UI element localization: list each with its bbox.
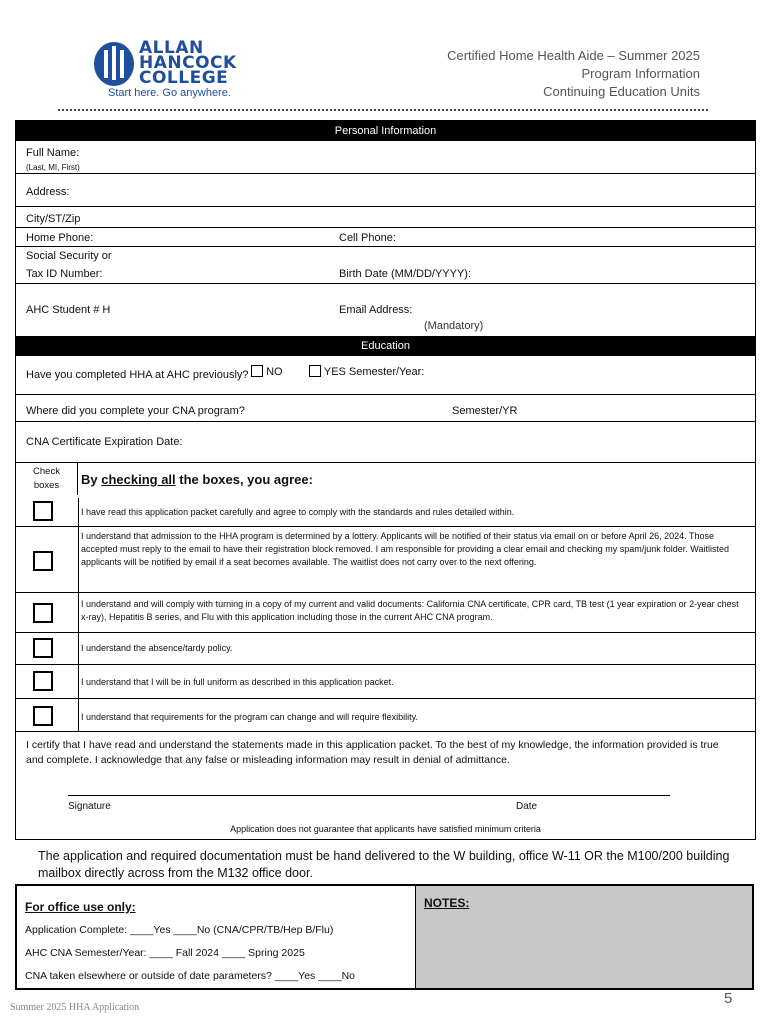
cna-expiration-label: CNA Certificate Expiration Date: bbox=[26, 436, 183, 448]
office-use-title: For office use only: bbox=[25, 900, 136, 914]
page-number: 5 bbox=[724, 990, 733, 1007]
agreement-text-6: I understand that requirements for the program can change and will require flexibility. bbox=[81, 712, 419, 722]
logo-line-2: HANCOCK bbox=[139, 53, 237, 73]
agreement-item-5 bbox=[16, 664, 755, 699]
hha-yes-label: YES Semester/Year: bbox=[323, 366, 425, 378]
hha-previous-row[interactable] bbox=[16, 356, 755, 394]
office-use-box bbox=[15, 884, 754, 990]
document-title bbox=[447, 47, 700, 101]
agreement-heading-suffix: the boxes, you agree: bbox=[175, 472, 313, 487]
disclaimer-text: Application does not guarantee that applicants have satisfied minimum criteria bbox=[230, 824, 541, 834]
phone-row[interactable] bbox=[16, 227, 755, 246]
cna-expiration-row[interactable] bbox=[16, 421, 755, 462]
date-label: Date bbox=[516, 801, 538, 812]
agreement-item-1 bbox=[16, 498, 755, 526]
cell-phone-label: Cell Phone: bbox=[339, 232, 396, 244]
city-label: City/ST/Zip bbox=[26, 213, 81, 225]
agreement-heading-prefix: By bbox=[81, 472, 102, 487]
ssn-label-line-2: Tax ID Number: bbox=[26, 268, 103, 280]
notes-label: NOTES: bbox=[424, 896, 470, 910]
birth-date-label: Birth Date (MM/DD/YYYY): bbox=[339, 268, 472, 280]
agreement-text-2: I understand that admission to the HHA program is determined by a lottery. Applicants will be notified of their status via email on or before April 26, 2024. Those accepted must reply to the email to have their registration block removed. I am responsible for providing a clear email and checking my spam/junk folder. Waitlisted applicants will be notified by email if a seat becomes available. The waitlist does not carry over to the next offering. bbox=[81, 531, 729, 567]
city-row[interactable] bbox=[16, 206, 755, 227]
title-line-2: Program Information bbox=[581, 66, 700, 81]
hha-yes-option[interactable] bbox=[309, 365, 424, 378]
address-row[interactable] bbox=[16, 173, 755, 206]
signature-line[interactable] bbox=[68, 795, 670, 796]
office-line-1: Application Complete: ____Yes ____No (CNA/CPR/TB/Hep B/Flu) bbox=[25, 924, 334, 936]
signature-label: Signature bbox=[68, 801, 111, 812]
home-phone-label: Home Phone: bbox=[26, 232, 94, 244]
cna-where-label: Where did you complete your CNA program? bbox=[26, 405, 245, 417]
agreement-checkbox-5[interactable] bbox=[33, 671, 53, 691]
hha-question-label: Have you completed HHA at AHC previously? bbox=[26, 369, 249, 381]
agreement-item-2 bbox=[16, 526, 755, 593]
check-label-line-2: boxes bbox=[33, 480, 60, 491]
agreement-checkbox-1[interactable] bbox=[33, 501, 53, 521]
semester-yr-label: Semester/YR bbox=[452, 405, 518, 417]
delivery-note: The application and required documentation must be hand delivered to the W building, office W-11 OR the M100/200 building mailbox directly across from the M132 office door. bbox=[38, 849, 730, 880]
agreement-checkbox-3[interactable] bbox=[33, 603, 53, 623]
application-form bbox=[15, 120, 756, 840]
office-line-3: CNA taken elsewhere or outside of date parameters? ____Yes ____No bbox=[25, 970, 355, 982]
agreement-checkbox-6[interactable] bbox=[33, 706, 53, 726]
agreement-heading bbox=[81, 472, 313, 487]
certification-text: I certify that I have read and understand the statements made in this application packet. To the best of my knowledge, the information provided is true and complete. I acknowledge that any false or misleading information may result in denial of admittance. bbox=[26, 739, 719, 766]
agreement-text-4: I understand the absence/tardy policy. bbox=[81, 643, 233, 653]
agreement-text-5: I understand that I will be in full uniform as described in this application packet. bbox=[81, 677, 394, 687]
agreement-heading-underlined: checking all bbox=[101, 472, 176, 487]
footer-left: Summer 2025 HHA Application bbox=[10, 1002, 140, 1013]
ssn-label-line-1: Social Security or bbox=[26, 250, 112, 262]
agreement-checkbox-2[interactable] bbox=[33, 551, 53, 571]
full-name-hint: (Last, MI, First) bbox=[26, 163, 80, 172]
notes-area[interactable] bbox=[415, 886, 752, 988]
header-divider bbox=[58, 109, 708, 111]
agreement-header-row bbox=[16, 462, 755, 495]
agreement-item-6 bbox=[16, 698, 755, 732]
agreement-text-3: I understand and will comply with turning in a copy of my current and valid documents: California CNA certificate, CPR card, TB test (1 year expiration or 2-year chest x-ray), Hepatitis B series, and Flu with this application including those in the current AHC CNA program. bbox=[81, 599, 739, 622]
agreement-checkbox-4[interactable] bbox=[33, 638, 53, 658]
college-logo bbox=[92, 40, 262, 100]
personal-section-header: Personal Information bbox=[16, 121, 755, 141]
check-label-line-1: Check bbox=[33, 466, 60, 477]
logo-line-1: ALLAN bbox=[139, 38, 204, 58]
mandatory-row bbox=[16, 320, 755, 336]
title-line-3: Continuing Education Units bbox=[543, 84, 700, 99]
logo-tagline: Start here. Go anywhere. bbox=[108, 87, 231, 99]
agreement-text-1: I have read this application packet carefully and agree to comply with the standards and rules detailed within. bbox=[81, 507, 515, 517]
hha-no-label: NO bbox=[266, 366, 283, 378]
mandatory-note: (Mandatory) bbox=[424, 320, 484, 332]
full-name-row[interactable] bbox=[16, 141, 755, 173]
agreement-item-3 bbox=[16, 592, 755, 633]
student-email-row[interactable] bbox=[16, 283, 755, 320]
full-name-label: Full Name: bbox=[26, 147, 80, 159]
address-label: Address: bbox=[26, 186, 70, 198]
certification-block bbox=[16, 731, 755, 840]
ssn-row[interactable] bbox=[16, 246, 755, 283]
title-line-1: Certified Home Health Aide – Summer 2025 bbox=[447, 48, 700, 63]
hha-yes-checkbox[interactable] bbox=[309, 365, 321, 377]
agreement-item-4 bbox=[16, 632, 755, 665]
logo-line-3: COLLEGE bbox=[139, 68, 229, 88]
hha-no-option[interactable] bbox=[251, 365, 283, 378]
cna-where-row[interactable] bbox=[16, 394, 755, 421]
check-boxes-column-label bbox=[16, 463, 78, 495]
email-label: Email Address: bbox=[339, 304, 413, 316]
student-id-label: AHC Student # H bbox=[26, 304, 111, 316]
college-crest-icon bbox=[92, 40, 136, 88]
hha-no-checkbox[interactable] bbox=[251, 365, 263, 377]
agreement-items bbox=[16, 498, 755, 733]
office-line-2: AHC CNA Semester/Year: ____ Fall 2024 ____ Spring 2025 bbox=[25, 947, 305, 959]
education-section-header: Education bbox=[16, 336, 755, 356]
